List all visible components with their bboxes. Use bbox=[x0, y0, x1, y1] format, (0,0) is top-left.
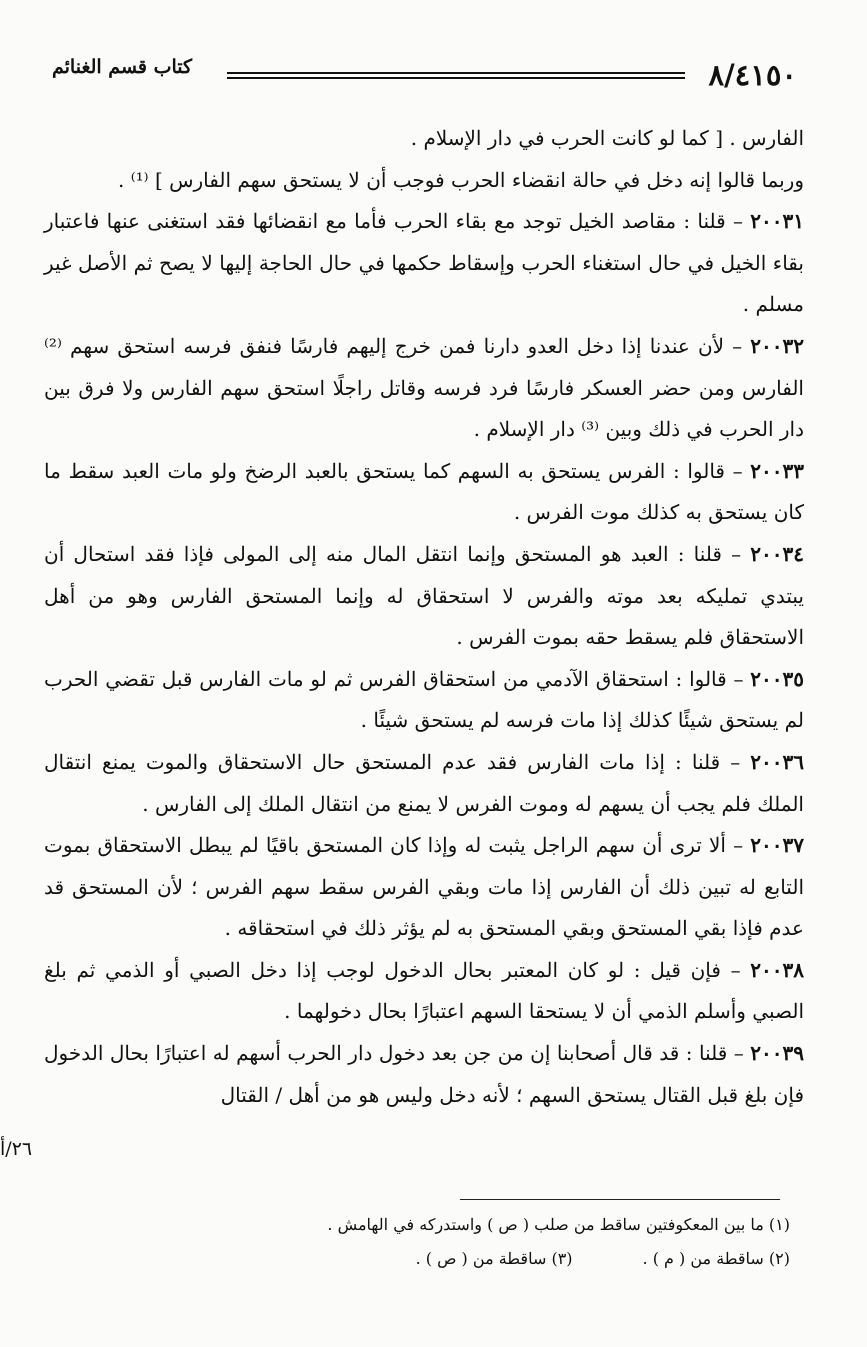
paragraph-text: الفارس . [ كما لو كانت الحرب في دار الإسلام . bbox=[410, 126, 804, 150]
paragraph bbox=[44, 534, 804, 659]
paragraph bbox=[44, 1033, 804, 1116]
paragraph-number: ٢٠٠٣٣ bbox=[750, 458, 804, 483]
paragraph-text: – ألا ترى أن سهم الراجل يثبت له وإذا كان المستحق باقيًا لم يبطل الاستحقاق بموت التابع له تبين ذلك أن الفارس إذا مات وبقي الفرس سقط سهم الفرس ؛ لأن المستحق قد عدم فإذا بقي المستحق وبقي المستحق به لم يؤثر ذلك في استحقاقه . bbox=[44, 833, 804, 941]
paragraph bbox=[44, 118, 804, 160]
footnote: (١) ما بين المعكوفتين ساقط من صلب ( ص ) واستدركه في الهامش . bbox=[327, 1215, 790, 1234]
page-number: ٨/٤١٥٠ bbox=[708, 58, 797, 92]
paragraph-number: ٢٠٠٣٦ bbox=[750, 749, 804, 774]
paragraph bbox=[44, 742, 804, 825]
main-text bbox=[44, 118, 804, 1116]
paragraph-text: – لأن عندنا إذا دخل العدو دارنا فمن خرج إليهم فارسًا فنفق فرسه استحق سهم ⁽²⁾ الفارس ومن حضر العسكر فارسًا فرد فرسه وقاتل راجلًا استحق سهم الفارس ولا فرق بين دار الحرب في ذلك وبين ⁽³⁾ دار الإسلام . bbox=[44, 333, 804, 442]
paragraph-number: ٢٠٠٣٧ bbox=[750, 833, 804, 858]
footnote-rule bbox=[460, 1199, 780, 1200]
paragraph-text: – فإن قيل : لو كان المعتبر بحال الدخول لوجب إذا دخل الصبي أو الذمي ثم بلغ الصبي وأسلم الذمي أن لا يستحقا السهم اعتبارًا بحال دخولهما . bbox=[44, 957, 804, 1024]
paragraph bbox=[44, 160, 804, 202]
paragraph-text: – قلنا : مقاصد الخيل توجد مع بقاء الحرب فأما مع انقضائها فقد استغنى عنها فاعتبار بقاء الخيل في حال استغناء الحرب وإسقاط حكمها في حال الحاجة إليها لا يصح ثم الأصل غير مسلم . bbox=[44, 209, 804, 317]
paragraph bbox=[44, 825, 804, 950]
book-title: كتاب قسم الغنائم bbox=[52, 56, 193, 78]
header-rule bbox=[227, 72, 685, 79]
paragraph-text: – قلنا : قد قال أصحابنا إن من جن بعد دخول دار الحرب أسهم له اعتبارًا بحال الدخول فإن بلغ قبل القتال يستحق السهم ؛ لأنه دخل وليس هو من أهل / القتال bbox=[44, 1041, 804, 1107]
paragraph bbox=[44, 326, 804, 451]
paragraph-text: – قلنا : العبد هو المستحق وإنما انتقل المال منه إلى المولى فإذا فقد استحال أن يبتدي تمليكه بعد موته والفرس لا استحقاق له وإنما المستحق الفارس وهو من أهل الاستحقاق فلم يسقط حقه بموت الفرس . bbox=[44, 541, 804, 650]
paragraph-text: – قالوا : استحقاق الآدمي من استحقاق الفرس ثم لو مات الفارس قبل تقضي الحرب لم يستحق شيئًا كذلك إذا مات فرسه لم يستحق شيئًا . bbox=[44, 666, 804, 733]
paragraph bbox=[44, 451, 804, 534]
margin-folio-note: ٢٦/أ bbox=[0, 1138, 33, 1160]
paragraph bbox=[44, 201, 804, 326]
footnote: (٢) ساقطة من ( م ) . bbox=[642, 1249, 790, 1268]
paragraph-number: ٢٠٠٣٩ bbox=[750, 1041, 804, 1066]
paragraph-number: ٢٠٠٣٨ bbox=[750, 957, 805, 982]
paragraph-text: وربما قالوا إنه دخل في حالة انقضاء الحرب فوجب أن لا يستحق سهم الفارس ] ⁽¹⁾ . bbox=[118, 167, 804, 192]
paragraph-number: ٢٠٠٣٢ bbox=[750, 333, 805, 358]
paragraph bbox=[44, 659, 804, 742]
page-header bbox=[52, 52, 797, 92]
footnote: (٣) ساقطة من ( ص ) . bbox=[415, 1249, 573, 1268]
footnotes bbox=[300, 1208, 790, 1276]
paragraph-number: ٢٠٠٣٥ bbox=[750, 666, 805, 691]
footnote-line bbox=[300, 1242, 790, 1276]
paragraph-text: – قالوا : الفرس يستحق به السهم كما يستحق بالعبد الرضخ ولو مات العبد سقط ما كان يستحق به كذلك موت الفرس . bbox=[44, 458, 804, 525]
paragraph bbox=[44, 950, 804, 1033]
paragraph-number: ٢٠٠٣١ bbox=[750, 209, 804, 234]
paragraph-text: – قلنا : إذا مات الفارس فقد عدم المستحق حال الاستحقاق والموت يمنع انتقال الملك فلم يجب أن يسهم له وموت الفرس لا يمنع من انتقال الملك إلى الفارس . bbox=[44, 749, 804, 816]
paragraph-number: ٢٠٠٣٤ bbox=[750, 541, 804, 566]
